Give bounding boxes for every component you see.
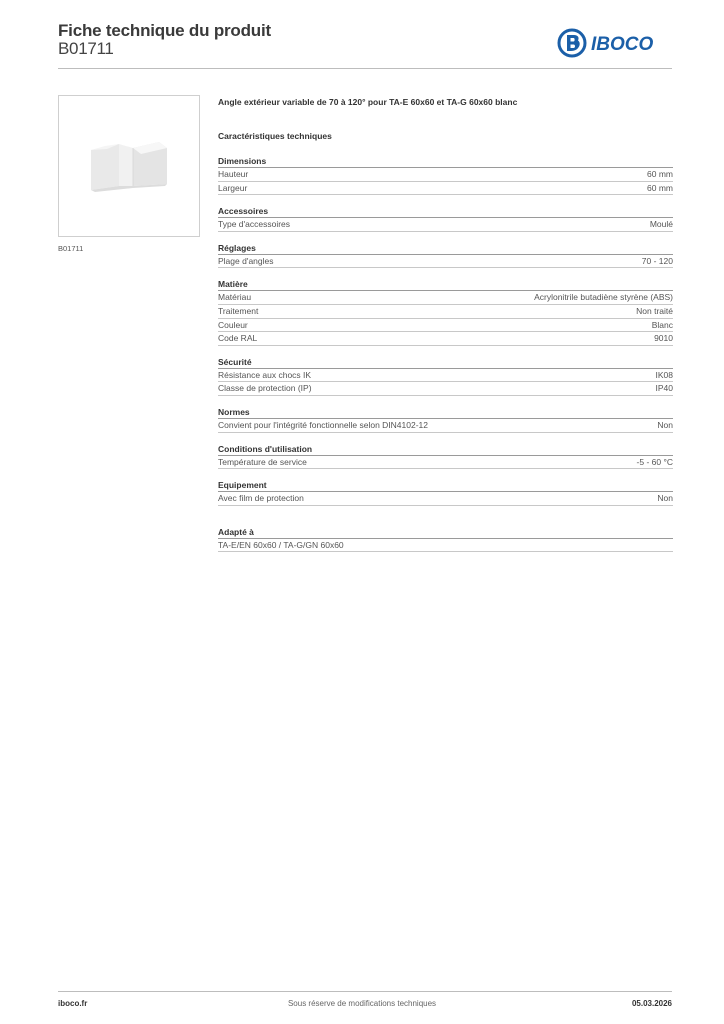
section-conditions: [218, 443, 673, 470]
spec-value: Moulé: [649, 219, 673, 230]
spec-label: Largeur: [218, 182, 248, 193]
section-title: Sécurité: [218, 356, 673, 369]
logo-emblem-glyph: [567, 35, 580, 51]
spec-row: [218, 492, 673, 506]
section-adapted: [218, 526, 673, 553]
section-title: Equipement: [218, 479, 673, 492]
section-title: Normes: [218, 406, 673, 419]
iboco-logo: [557, 28, 673, 58]
section-dimensions: [218, 155, 673, 195]
section-equipement: [218, 479, 673, 506]
spec-label: Matériau: [218, 292, 252, 303]
spec-label: Code RAL: [218, 333, 258, 344]
spec-row: [218, 168, 673, 182]
section-title: Conditions d'utilisation: [218, 443, 673, 456]
spec-value: -5 - 60 °C: [636, 456, 673, 467]
footer-website: iboco.fr: [58, 999, 88, 1008]
section-normes: [218, 406, 673, 433]
product-photo: [58, 95, 200, 237]
product-title: Angle extérieur variable de 70 à 120° pour TA-E 60x60 et TA-G 60x60 blanc: [218, 97, 518, 107]
spec-label: Traitement: [218, 305, 259, 316]
spec-row: [218, 319, 673, 333]
spec-value: Blanc: [651, 319, 673, 330]
section-accessoires: [218, 205, 673, 232]
spec-label: Type d'accessoires: [218, 219, 291, 230]
section-matiere: [218, 278, 673, 345]
characteristics-heading: Caractéristiques techniques: [218, 131, 332, 141]
spec-label: Avec film de protection: [218, 493, 304, 504]
spec-row: [218, 332, 673, 346]
spec-value: Non traité: [636, 305, 673, 316]
spec-value: 70 - 120: [641, 255, 673, 266]
spec-row: [218, 369, 673, 383]
section-securite: [218, 356, 673, 396]
section-title: Accessoires: [218, 205, 673, 218]
spec-value: 60 mm: [647, 182, 673, 193]
spec-row: [218, 305, 673, 319]
spec-label: Plage d'angles: [218, 255, 274, 266]
section-title: Matière: [218, 278, 673, 291]
spec-value: IP40: [655, 383, 673, 394]
spec-row: [218, 539, 673, 553]
logo-wordmark: IBOCO: [591, 34, 654, 55]
spec-row: [218, 182, 673, 196]
section-reglages: [218, 242, 673, 269]
spec-value: IK08: [655, 369, 673, 380]
section-title: Réglages: [218, 242, 673, 255]
spec-value: Non: [657, 493, 673, 504]
photo-caption: B01711: [58, 244, 84, 253]
spec-label: Hauteur: [218, 169, 249, 179]
footer-divider: [58, 991, 672, 992]
spec-row: [218, 291, 673, 305]
spec-value: 60 mm: [647, 169, 673, 179]
spec-value: Acrylonitrile butadiène styrène (ABS): [534, 292, 673, 303]
spec-label: Température de service: [218, 456, 307, 467]
page-title: Fiche technique du produit: [58, 21, 271, 40]
spec-sheet: [218, 96, 673, 562]
footer-note: Sous réserve de modifications techniques: [287, 999, 437, 1008]
footer-date: 05.03.2026: [631, 999, 672, 1008]
spec-row: [218, 456, 673, 470]
spec-row: [218, 419, 673, 433]
spec-label: Couleur: [218, 319, 248, 330]
spec-row: [218, 382, 673, 396]
spec-value: TA-E/EN 60x60 / TA-G/GN 60x60: [218, 539, 344, 550]
section-title: Adapté à: [218, 526, 673, 539]
spec-label: Classe de protection (IP): [218, 383, 312, 394]
section-title: Dimensions: [218, 155, 673, 168]
spec-label: Résistance aux chocs IK: [218, 369, 312, 380]
header-divider: [58, 68, 672, 69]
product-image-icon: [59, 96, 201, 238]
spec-value: Non: [657, 419, 673, 430]
spec-row: [218, 218, 673, 232]
spec-label: Convient pour l'intégrité fonctionnelle selon DIN4102-12: [218, 419, 429, 430]
spec-value: 9010: [654, 333, 673, 344]
product-code: B01711: [58, 39, 114, 58]
spec-row: [218, 255, 673, 269]
